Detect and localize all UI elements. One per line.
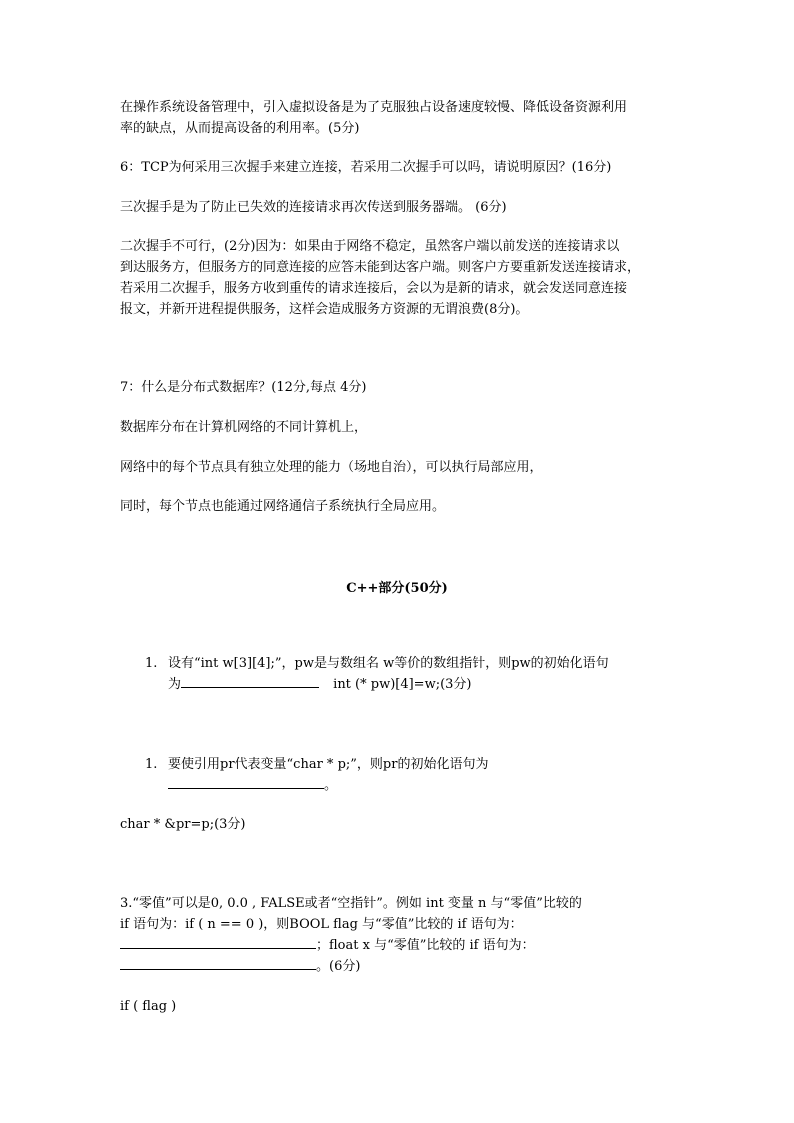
item-3-answer: if ( flag ) [120,999,177,1014]
item-2-answer: char * &pr=p;(3分) [120,817,246,832]
item-1-prefix: 为 [168,677,182,692]
item-3-line-3 [120,935,680,956]
question-6-answer-1: 三次握手是为了防止已失效的连接请求再次传送到服务器端。 (6分) [120,200,507,215]
item-3-line-2: if 语句为：if ( n == 0 )，则BOOL flag 与“零值”比较的 if 语句为： [120,917,523,932]
text-line: 二次握手不可行，(2分)因为：如果由于网络不稳定，虽然客户端以前发送的连接请求以 [120,239,620,254]
question-6-answer-2 [120,236,680,320]
answer-blank [120,956,316,970]
question-7-point-1: 数据库分布在计算机网络的不同计算机上， [120,420,368,435]
item-1-line-2 [168,674,472,695]
answer-blank [168,775,324,789]
item-2-number: 1. [145,757,158,772]
cpp-section-heading: C++部分(50分) [346,581,448,596]
answer-blank [181,674,319,688]
item-1-number: 1. [145,656,158,671]
item-3-line-4-text: 。(6分) [316,959,361,974]
item-3 [120,893,680,977]
item-2-line-2 [168,775,337,796]
text-line: 在操作系统设备管理中，引入虚拟设备是为了克服独占设备速度较慢、降低设备资源利用 [120,100,628,115]
text-line: 报文，并新开进程提供服务，这样会造成服务方资源的无谓浪费(8分)。 [120,302,529,317]
text-line: 率的缺点，从而提高设备的利用率。(5分) [120,121,360,136]
item-2-suffix: 。 [324,778,338,793]
item-3-line-3-text: ；float x 与“零值”比较的 if 语句为： [316,938,535,953]
virtual-device-answer [120,97,680,139]
item-1-answer: int (* pw)[4]=w;(3分) [333,677,472,692]
question-7-point-2: 网络中的每个节点具有独立处理的能力（场地自治），可以执行局部应用， [120,460,543,475]
question-7-point-3: 同时，每个节点也能通过网络通信子系统执行全局应用。 [120,499,446,514]
question-7: 7：什么是分布式数据库？(12分,每点 4分) [120,380,367,395]
answer-blank [120,935,316,949]
item-1-line-1: 设有“int w[3][4];”，pw是与数组名 w等价的数组指针，则pw的初始化语句 [168,656,609,671]
item-3-line-4 [120,956,680,977]
text-line: 若采用二次握手，服务方收到重传的请求连接后，会以为是新的请求，就会发送同意连接 [120,281,628,296]
item-2-line-1: 要使引用pr代表变量“char * p;”，则pr的初始化语句为 [168,757,489,772]
item-3-line-1: 3.“零值”可以是0, 0.0 , FALSE或者“空指针”。例如 int 变量 n 与“零值”比较的 [120,896,582,911]
text-line: 到达服务方，但服务方的同意连接的应答未能到达客户端。则客户方要重新发送连接请求， [120,260,641,275]
question-6: 6：TCP为何采用三次握手来建立连接，若采用二次握手可以吗，请说明原因？(16分) [120,160,612,175]
